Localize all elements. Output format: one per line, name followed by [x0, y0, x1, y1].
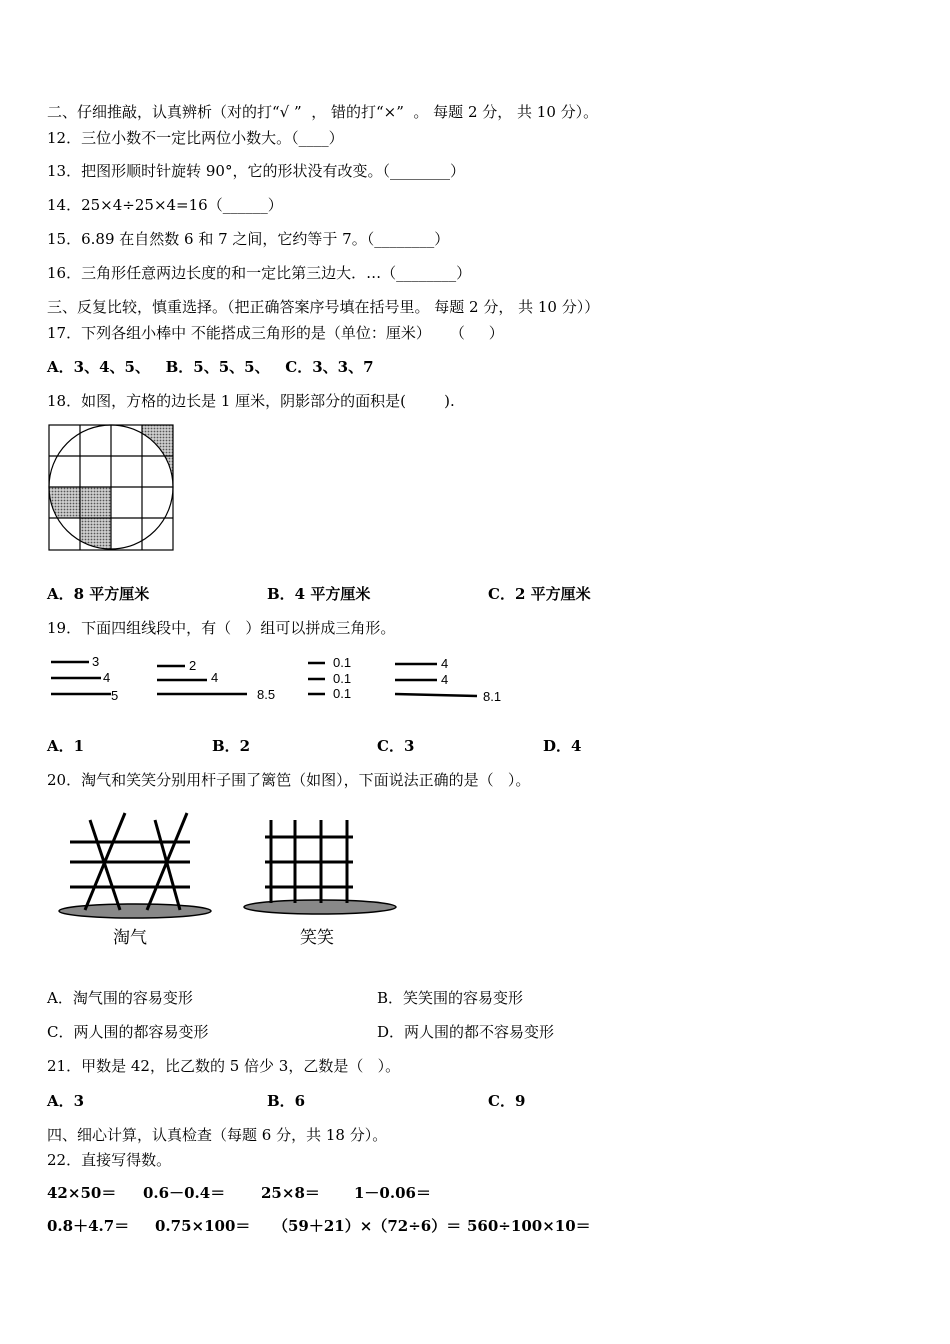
- q19-segments-figure: [45, 650, 525, 710]
- q19-option-c: C．3: [377, 737, 415, 755]
- calc-1-1: 42×50＝: [47, 1184, 117, 1202]
- q20-option-d: D．两人围的都不容易变形: [377, 1023, 555, 1041]
- q20-label-xiaoxiao: 笑笑: [300, 928, 334, 948]
- q19-g1-len3: 5: [111, 688, 119, 703]
- q20-label-taoqi: 淘气: [113, 928, 147, 948]
- question-17-options: A．3、4、5、 B．5、5、5、 C．3、3、7: [47, 358, 374, 376]
- calc-1-3: 25×8＝: [261, 1184, 320, 1202]
- q19-g3-len2: 0.1: [333, 671, 352, 686]
- q19-g2-len1: 2: [189, 658, 197, 673]
- question-12: 12．三位小数不一定比两位小数大。（____）: [47, 129, 344, 147]
- q19-g1-len2: 4: [103, 670, 111, 685]
- q19-g2-len2: 4: [211, 670, 219, 685]
- q19-g4-len2: 4: [441, 672, 449, 687]
- q19-g1-len1: 3: [92, 654, 100, 669]
- q19-option-d: D．4: [543, 737, 582, 755]
- q20-fences-figure: [55, 805, 405, 955]
- question-16: 16．三角形任意两边长度的和一定比第三边大．…（________）: [47, 264, 472, 282]
- q18-grid-circle-figure: [48, 424, 176, 552]
- q21-option-a: A．3: [47, 1092, 85, 1110]
- calc-2-1: 0.8＋4.7＝: [47, 1217, 130, 1235]
- question-15: 15．6.89 在自然数 6 和 7 之间，它约等于 7。（________）: [47, 230, 450, 248]
- q20-option-c: C．两人围的都容易变形: [47, 1023, 209, 1041]
- q19-g3-len3: 0.1: [333, 686, 352, 701]
- q19-option-b: B．2: [212, 737, 251, 755]
- question-17: 17．下列各组小棒中 不能搭成三角形的是（单位：厘米） （ ）: [47, 324, 504, 342]
- q19-g4-len1: 4: [441, 656, 449, 671]
- q20-option-a: A．淘气围的容易变形: [47, 989, 193, 1007]
- question-18: 18．如图，方格的边长是 1 厘米，阴影部分的面积是( ).: [47, 392, 455, 410]
- calc-1-4: 1－0.06＝: [354, 1184, 431, 1202]
- section-4-heading: 四、细心计算，认真检查（每题 6 分，共 18 分）。: [47, 1126, 388, 1144]
- calc-1-2: 0.6－0.4＝: [143, 1184, 226, 1202]
- q18-option-b: B．4 平方厘米: [267, 585, 371, 603]
- question-21: 21．甲数是 42，比乙数的 5 倍少 3，乙数是（ ）。: [47, 1057, 401, 1075]
- calc-2-4: 560÷100×10＝: [467, 1217, 591, 1235]
- section-3-heading: 三、反复比较，慎重选择。（把正确答案序号填在括号里。 每题 2 分， 共 10 分））: [47, 298, 600, 316]
- q19-option-a: A．1: [47, 737, 85, 755]
- q18-shaded-bottom: [80, 518, 111, 550]
- q19-g3-len1: 0.1: [333, 655, 352, 670]
- q18-option-a: A．8 平方厘米: [47, 585, 150, 603]
- q21-option-b: B．6: [267, 1092, 306, 1110]
- q18-option-c: C．2 平方厘米: [488, 585, 591, 603]
- calc-2-2: 0.75×100＝: [155, 1217, 251, 1235]
- question-14: 14．25×4÷25×4=16（______）: [47, 196, 283, 214]
- q19-g4-len3: 8.1: [483, 689, 502, 704]
- question-20: 20．淘气和笑笑分别用杆子围了篱笆（如图），下面说法正确的是（ ）。: [47, 771, 531, 789]
- question-22: 22．直接写得数。: [47, 1151, 172, 1169]
- section-2-heading: 二、仔细推敲，认真辨析（对的打“√ ” ， 错的打“×” 。 每题 2 分， 共 10 分）。: [47, 103, 599, 121]
- q21-option-c: C．9: [488, 1092, 526, 1110]
- calc-2-3: （59＋21）×（72÷6）＝: [273, 1217, 462, 1235]
- q20-option-b: B．笑笑围的容易变形: [377, 989, 524, 1007]
- q19-g2-len3: 8.5: [257, 687, 276, 702]
- question-13: 13．把图形顺时针旋转 90°，它的形状没有改变。（________）: [47, 162, 465, 180]
- question-19: 19．下面四组线段中，有（ ）组可以拼成三角形。: [47, 619, 396, 637]
